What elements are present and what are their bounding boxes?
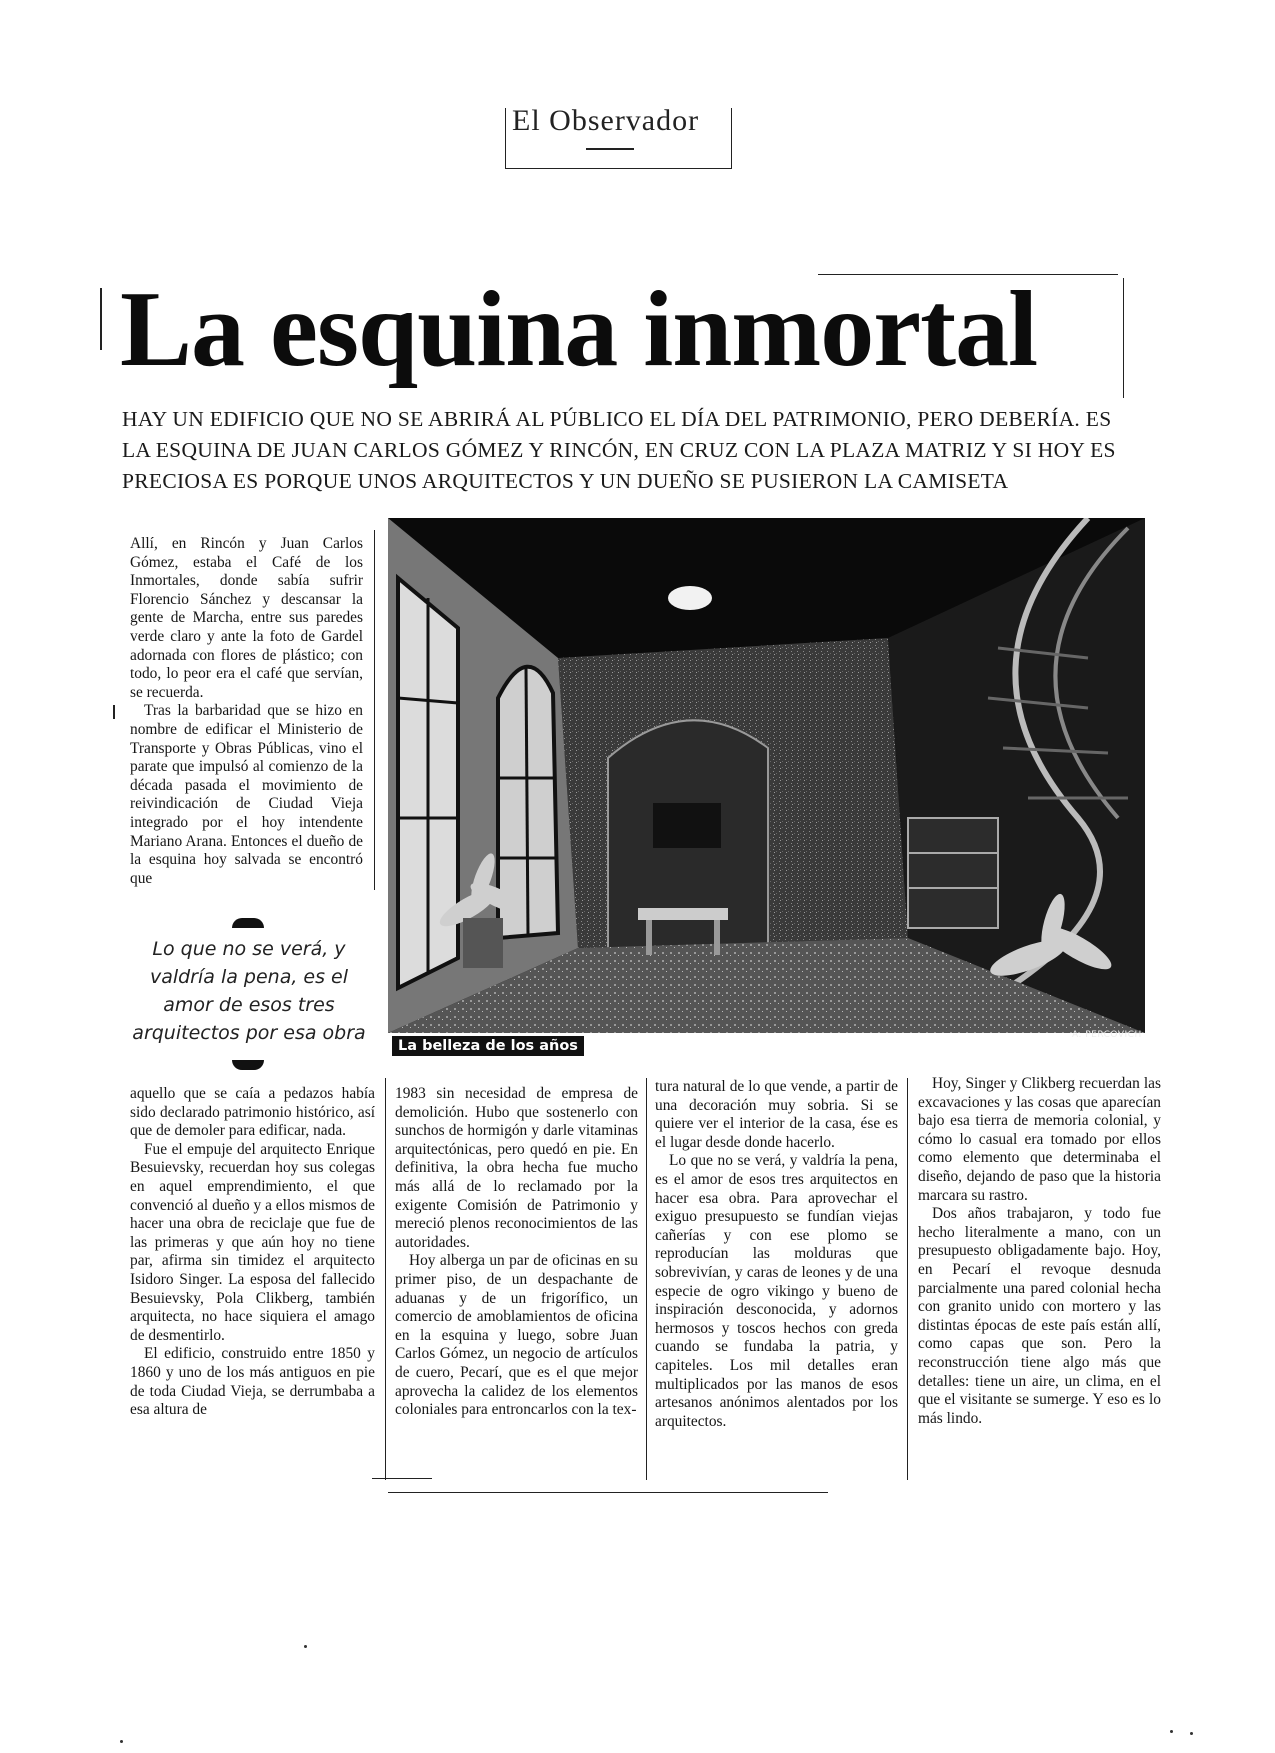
- paragraph: Lo que no se verá, y valdría la pena, es el amor de esos tres arquitectos en hacer esa obra. Para aprovechar el exiguo presupuesto se fundían viejas cañerías y con ese plomo se reproducían las molduras que sobrevivían, y caras de leones y de una especie de ogro vikingo y bueno de inspiración desconocida, y adornos hermosos y toscos hechos con greda cuando se fundaba la patria, y capiteles. Los mil detalles eran multiplicados por las manos de esos artesanos anónimos alentados por los arquitectos.: [655, 1152, 898, 1430]
- scan-speck: [1190, 1732, 1193, 1735]
- photo-illustration: [388, 518, 1145, 1033]
- paragraph: Hoy, Singer y Clikberg recuerdan las excavaciones y las cosas que aparecían bajo esa tierra de memoria colonial, y cómo lo casual era tomado por ellos como elemento que determinaba el diseño, dejando de paso que la historia marcara su rastro.: [918, 1075, 1161, 1204]
- article-column-3: [395, 1085, 638, 1420]
- headline: La esquina inmortal: [120, 270, 1038, 389]
- paragraph: El edificio, construido entre 1850 y 1860 y uno de los más antiguos en pie de toda Ciudad Vieja, se derrumbaba a esa altura de: [130, 1345, 375, 1419]
- bottom-rule: [388, 1492, 828, 1493]
- deck-line: LA ESQUINA DE JUAN CARLOS GÓMEZ Y RINCÓN, EN CRUZ CON LA PLAZA MATRIZ Y SI HOY ES: [122, 438, 1116, 462]
- paragraph: aquello que se caía a pedazos había sido declarado patrimonio histórico, así que de demoler para edificar, nada.: [130, 1085, 375, 1140]
- masthead-title: El Observador: [512, 104, 700, 134]
- scan-speck: [304, 1645, 307, 1648]
- headline-right-rule: [1123, 278, 1124, 398]
- masthead-box: [505, 104, 732, 169]
- bottom-rule: [372, 1478, 432, 1479]
- scan-speck: [1170, 1730, 1173, 1733]
- article-column-5: [918, 1075, 1161, 1428]
- paragraph: Dos años trabajaron, y todo fue hecho literalmente a mano, con un presupuesto obligadamente bajo. Hoy, en Pecarí el revoque desnuda parcialmente una pared colonial hecha con granito unido con mortero y las distintas épocas de este país están allí, como capas que son. Pero la reconstrucción tiene algo más que detalles: tiene un aire, un clima, en el que el visitante se sumerge. Y eso es lo más lindo.: [918, 1205, 1161, 1427]
- article-column-2: [130, 1085, 375, 1420]
- column-divider: [374, 530, 375, 890]
- photo-credit: A. PERCOVICH: [1072, 1030, 1142, 1040]
- pullquote-bottom-mark: [232, 1060, 264, 1070]
- column-left-rule: [113, 705, 115, 719]
- deck: [122, 404, 1122, 497]
- paragraph: 1983 sin necesidad de empresa de demolición. Hubo que sostenerlo con sunchos de hormigón y darle vitaminas arquitectónicas, pero quedó en pie. En definitiva, la obra hecha fue mucho más allá de lo reclamado por la exigente Comisión de Patrimonio y mereció plenos reconocimientos de las autoridades.: [395, 1085, 638, 1251]
- scan-speck: [120, 1740, 123, 1743]
- article-column-4: [655, 1078, 898, 1431]
- deck-line: HAY UN EDIFICIO QUE NO SE ABRIRÁ AL PÚBLICO EL DÍA DEL PATRIMONIO, PERO DEBERÍA. ES: [122, 407, 1112, 431]
- photo-caption: La belleza de los años: [392, 1036, 584, 1056]
- paragraph: Hoy alberga un par de oficinas en su primer piso, de un despachante de aduanas y de un frigorífico, un comercio de amoblamientos de oficina en la esquina y luego, sobre Juan Carlos Gómez, un negocio de artículos de cuero, Pecarí, que es el que mejor aprovecha la calidez de los elementos coloniales para entroncarlos con la tex-: [395, 1252, 638, 1419]
- column-divider: [646, 1078, 647, 1480]
- article-column-1: [130, 535, 363, 888]
- paragraph: tura natural de lo que vende, a partir de una decoración muy sobria. Si se quiere ver el interior de la casa, ése es el lugar desde donde hacerlo.: [655, 1078, 898, 1151]
- paragraph: Tras la barbaridad que se hizo en nombre de edificar el Ministerio de Transporte y Obras Públicas, vino el parate que impulsó al comienzo de la década pasada el movimiento de reivindicación de Ciudad Vieja integrado por el hoy intendente Mariano Arana. Entonces el dueño de la esquina hoy salvada se encontró que: [130, 702, 363, 887]
- pullquote: Lo que no se verá, y valdría la pena, es el amor de esos tres arquitectos por esa obra: [132, 938, 366, 1044]
- masthead-rule: [586, 148, 634, 150]
- column-divider: [907, 1078, 908, 1480]
- paragraph: Fue el empuje del arquitecto Enrique Besuievsky, recuerdan hoy sus colegas en aquel emprendimiento, el que convenció al dueño y a ellos mismos de hacer una obra de reciclaje que fue de las primeras y que aún hoy no tiene par, afirma sin timidez el arquitecto Isidoro Singer. La esposa del fallecido Besuievsky, Pola Clikberg, también arquitecta, no hace siquiera el amago de desmentirlo.: [130, 1140, 375, 1344]
- interior-photo: [388, 518, 1145, 1033]
- deck-line: PRECIOSA ES PORQUE UNOS ARQUITECTOS Y UN DUEÑO SE PUSIERON LA CAMISETA: [122, 469, 1009, 493]
- column-divider: [385, 1078, 386, 1480]
- pullquote-top-mark: [232, 918, 264, 928]
- paragraph: Allí, en Rincón y Juan Carlos Gómez, estaba el Café de los Inmortales, donde sabía sufrir Florencio Sánchez y descansar la gente de Marcha, entre sus paredes verde claro y ante la foto de Gardel adornada con flores de plástico; con todo, lo peor era el café que servían, se recuerda.: [130, 535, 363, 701]
- headline-left-rule: [100, 288, 102, 350]
